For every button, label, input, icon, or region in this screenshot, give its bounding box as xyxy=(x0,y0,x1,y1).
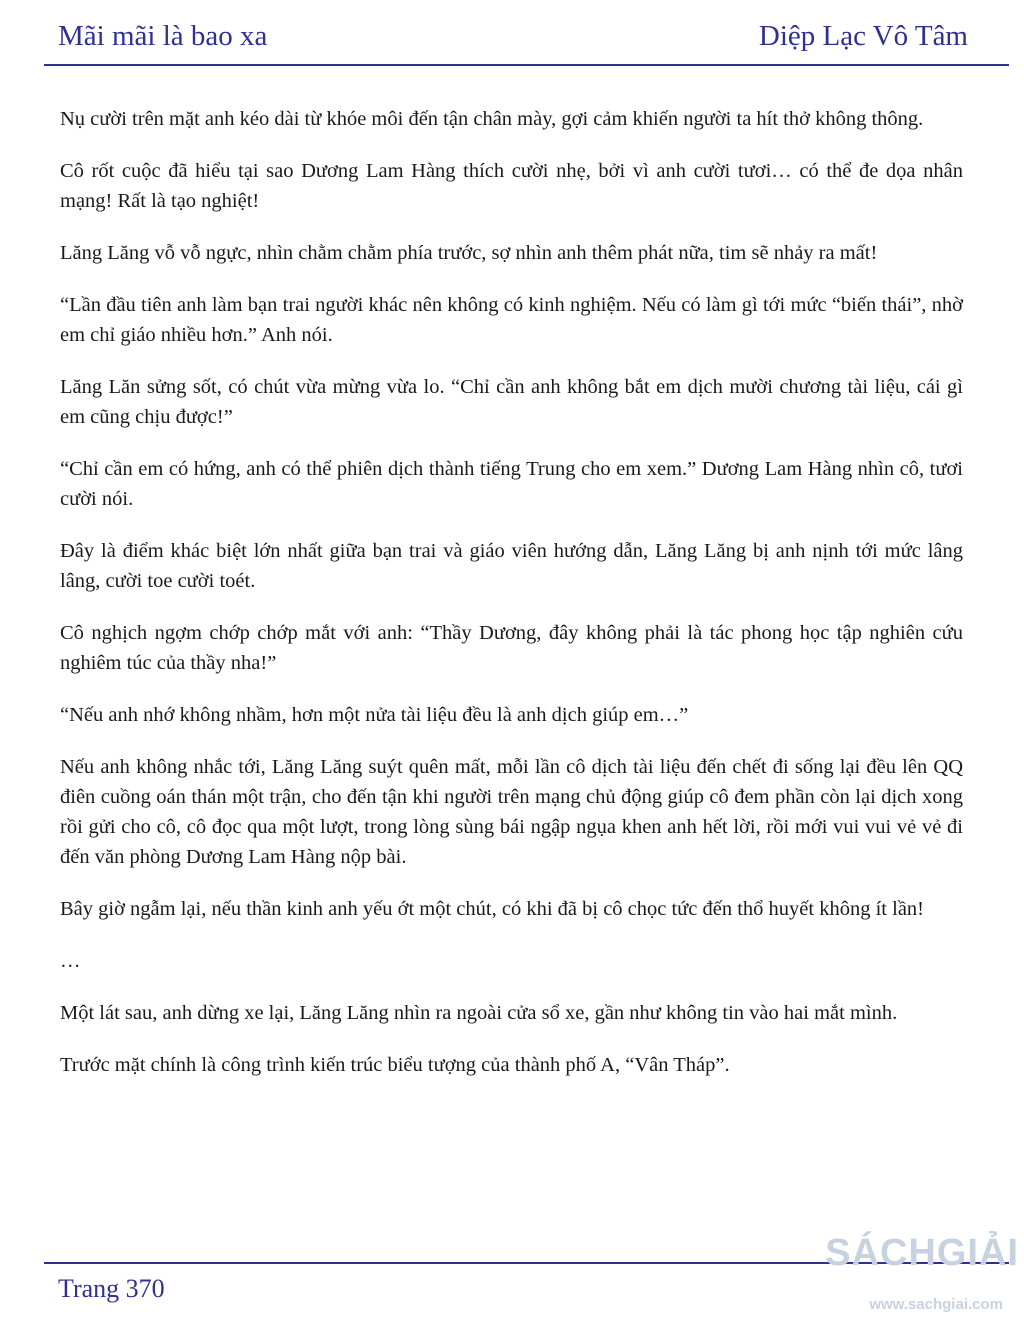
paragraph: Nụ cười trên mặt anh kéo dài từ khóe môi đến tận chân mày, gợi cảm khiến người ta hít thở không thông. xyxy=(60,108,924,130)
paragraph: Lăng Lăn sửng sốt, có chút vừa mừng vừa lo. “Chỉ cần anh không bắt em dịch mười chương tài liệu, cái gì em cũng chịu được!” xyxy=(60,376,963,428)
paragraph: Trước mặt chính là công trình kiến trúc biểu tượng của thành phố A, “Vân Tháp”. xyxy=(60,1054,730,1076)
watermark xyxy=(819,1226,1019,1322)
paragraph: Cô nghịch ngợm chớp chớp mắt với anh: “Thầy Dương, đây không phải là tác phong học tập nghiên cứu nghiêm túc của thầy nha!” xyxy=(60,622,963,674)
paragraph: Đây là điểm khác biệt lớn nhất giữa bạn trai và giáo viên hướng dẫn, Lăng Lăng bị anh nịnh tới mức lâng lâng, cười toe cười toét. xyxy=(60,540,963,592)
watermark-url: www.sachgiai.com xyxy=(869,1296,1003,1313)
book-title: Mãi mãi là bao xa xyxy=(58,20,268,52)
paragraph: Lăng Lăng vỗ vỗ ngực, nhìn chằm chằm phía trước, sợ nhìn anh thêm phát nữa, tim sẽ nhảy ra mất! xyxy=(60,242,878,264)
paragraph: Cô rốt cuộc đã hiểu tại sao Dương Lam Hàng thích cười nhẹ, bởi vì anh cười tươi… có thể đe dọa nhân mạng! Rất là tạo nghiệt! xyxy=(60,160,963,212)
paragraph: “Nếu anh nhớ không nhầm, hơn một nửa tài liệu đều là anh dịch giúp em…” xyxy=(60,704,689,726)
watermark-logo: SÁCHGIẢI xyxy=(825,1232,1019,1274)
page-content xyxy=(60,104,963,1102)
page-number: Trang 370 xyxy=(58,1274,165,1303)
paragraph: Nếu anh không nhắc tới, Lăng Lăng suýt quên mất, mỗi lần cô dịch tài liệu đến chết đi sống lại đều lên QQ điên cuồng oán thán một trận, cho đến tận khi người trên mạng chủ động giúp cô đem phần còn lại dịch xong rồi gửi cho cô, cô đọc qua một lượt, trong lòng sùng bái ngập ngụa khen anh hết lời, rồi mới vui vui vẻ vẻ đi đến văn phòng Dương Lam Hàng nộp bài. xyxy=(60,756,963,868)
paragraph: Một lát sau, anh dừng xe lại, Lăng Lăng nhìn ra ngoài cửa sổ xe, gần như không tin vào hai mắt mình. xyxy=(60,1002,898,1024)
header-divider xyxy=(44,64,1009,66)
paragraph: Bây giờ ngẫm lại, nếu thần kinh anh yếu ớt một chút, có khi đã bị cô chọc tức đến thổ huyết không ít lần! xyxy=(60,898,924,920)
paragraph: “Lần đầu tiên anh làm bạn trai người khác nên không có kinh nghiệm. Nếu có làm gì tới mức “biến thái”, nhờ em chỉ giáo nhiều hơn.” Anh nói. xyxy=(60,294,963,346)
paragraph: “Chỉ cần em có hứng, anh có thể phiên dịch thành tiếng Trung cho em xem.” Dương Lam Hàng nhìn cô, tươi cười nói. xyxy=(60,458,963,510)
author-name: Diệp Lạc Vô Tâm xyxy=(758,20,968,52)
scene-break: … xyxy=(60,950,81,972)
